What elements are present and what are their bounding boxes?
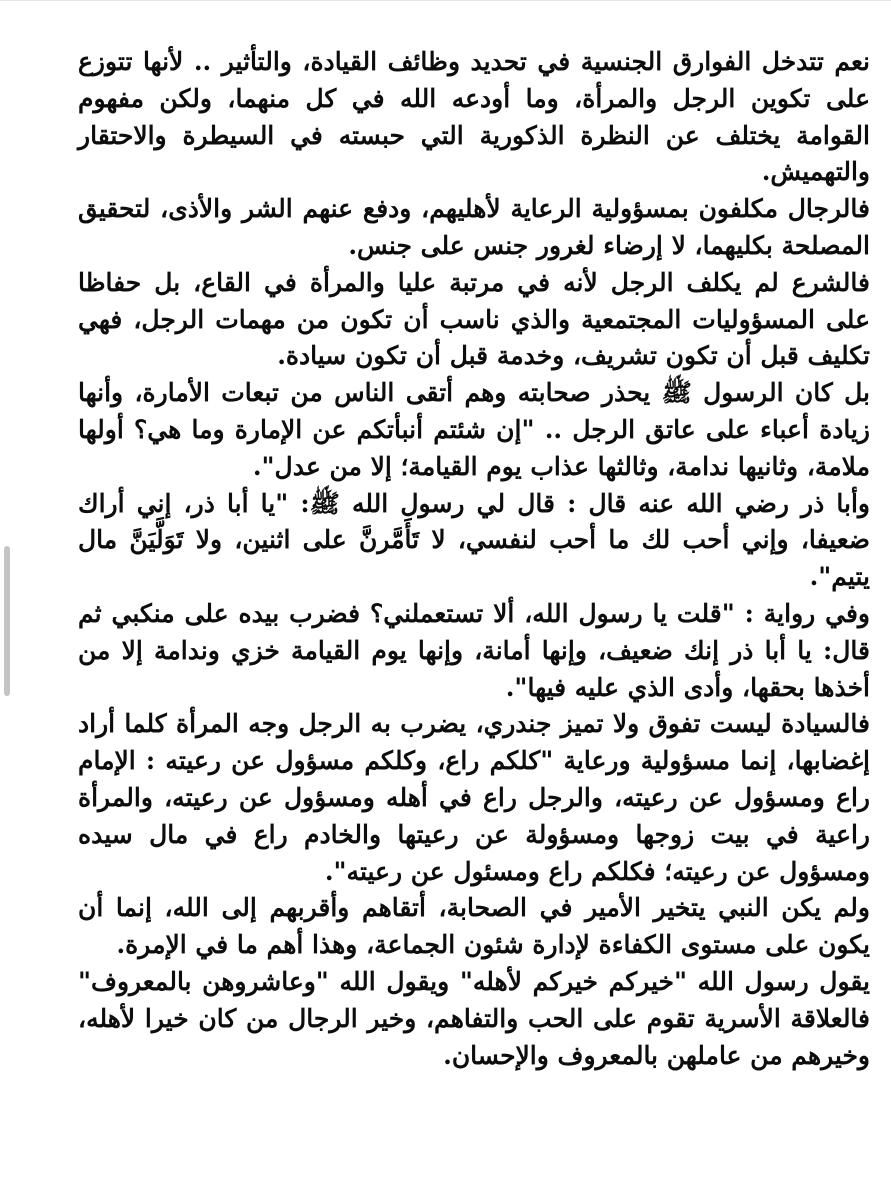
- paragraph-5: وأبا ذر رضي الله عنه قال : قال لي رسول الله ﷺ: "يا أبا ذر، إني أراك ضعيفا، وإني أحب لك ما أحب لنفسي، لا تَأَمَّرنَّ على اثنين، ولا تَوَلَّيَنَّ مال يتيم".: [78, 488, 870, 592]
- vertical-scrollbar[interactable]: [0, 0, 14, 1200]
- scrollbar-thumb[interactable]: [4, 546, 10, 696]
- paragraph-9: يقول رسول الله "خيركم خيركم لأهله" ويقول الله "وعاشروهن بالمعروف" فالعلاقة الأسرية تقوم على الحب والتفاهم، وخير الرجال من كان خيرا لأهله، وخيرهم من عاملهن بالمعروف والإحسان.: [78, 966, 870, 1070]
- paragraph-8: ولم يكن النبي يتخير الأمير في الصحابة، أتقاهم وأقربهم إلى الله، إنما أن يكون على مستوى الكفاءة لإدارة شئون الجماعة، وهذا أهم ما في الإمرة.: [78, 893, 870, 960]
- top-divider: [0, 0, 891, 1]
- paragraph-3: فالشرع لم يكلف الرجل لأنه في مرتبة عليا والمرأة في القاع، بل حفاظا على المسؤوليات المجتمعية والذي ناسب أن تكون من مهمات الرجل، فهي تكليف قبل أن تكون تشريف، وخدمة قبل أن تكون سيادة.: [78, 267, 870, 371]
- paragraph-1: نعم تتدخل الفوارق الجنسية في تحديد وظائف القيادة، والتأثير .. لأنها تتوزع على تكوين الرجل والمرأة، وما أودعه الله في كل منهما، ولكن مفهوم القوامة يختلف عن النظرة الذكورية التي حبسته في السيطرة والاحتقار والتهميش.: [78, 47, 870, 187]
- paragraph-2: فالرجال مكلفون بمسؤولية الرعاية لأهليهم، ودفع عنهم الشر والأذى، لتحقيق المصلحة بكليهما، لا إرضاء لغرور جنس على جنس.: [78, 194, 870, 260]
- paragraph-4: بل كان الرسول ﷺ يحذر صحابته وهم أتقى الناس من تبعات الأمارة، وأنها زيادة أعباء على عاتق الرجل .. "إن شئتم أنبأتكم عن الإمارة وما هي؟ أولها ملامة، وثانيها ندامة، وثالثها عذاب يوم القيامة؛ إلا من عدل".: [78, 378, 870, 481]
- paragraph-6: وفي رواية : "قلت يا رسول الله، ألا تستعملني؟ فضرب بيده على منكبي ثم قال: يا أبا ذر إنك ضعيف، وإنها أمانة، وإنها يوم القيامة خزي وندامة إلا من أخذها بحقها، وأدى الذي عليه فيها".: [78, 598, 870, 702]
- paragraph-7: فالسيادة ليست تفوق ولا تميز جندري، يضرب به الرجل وجه المرأة كلما أراد إغضابها، إنما مسؤولية ورعاية "كلكم راع، وكلكم مسؤول عن رعيته : الإمام راع ومسؤول عن رعيته، والرجل راع في أهله ومسؤول عن رعيته، والمرأة راعية في بيت زوجها ومسؤولة عن رعيتها والخادم راع في مال سيده ومسؤول عن رعيته؛ فكلكم راع ومسئول عن رعيته".: [78, 709, 870, 886]
- document-page: [78, 44, 870, 1074]
